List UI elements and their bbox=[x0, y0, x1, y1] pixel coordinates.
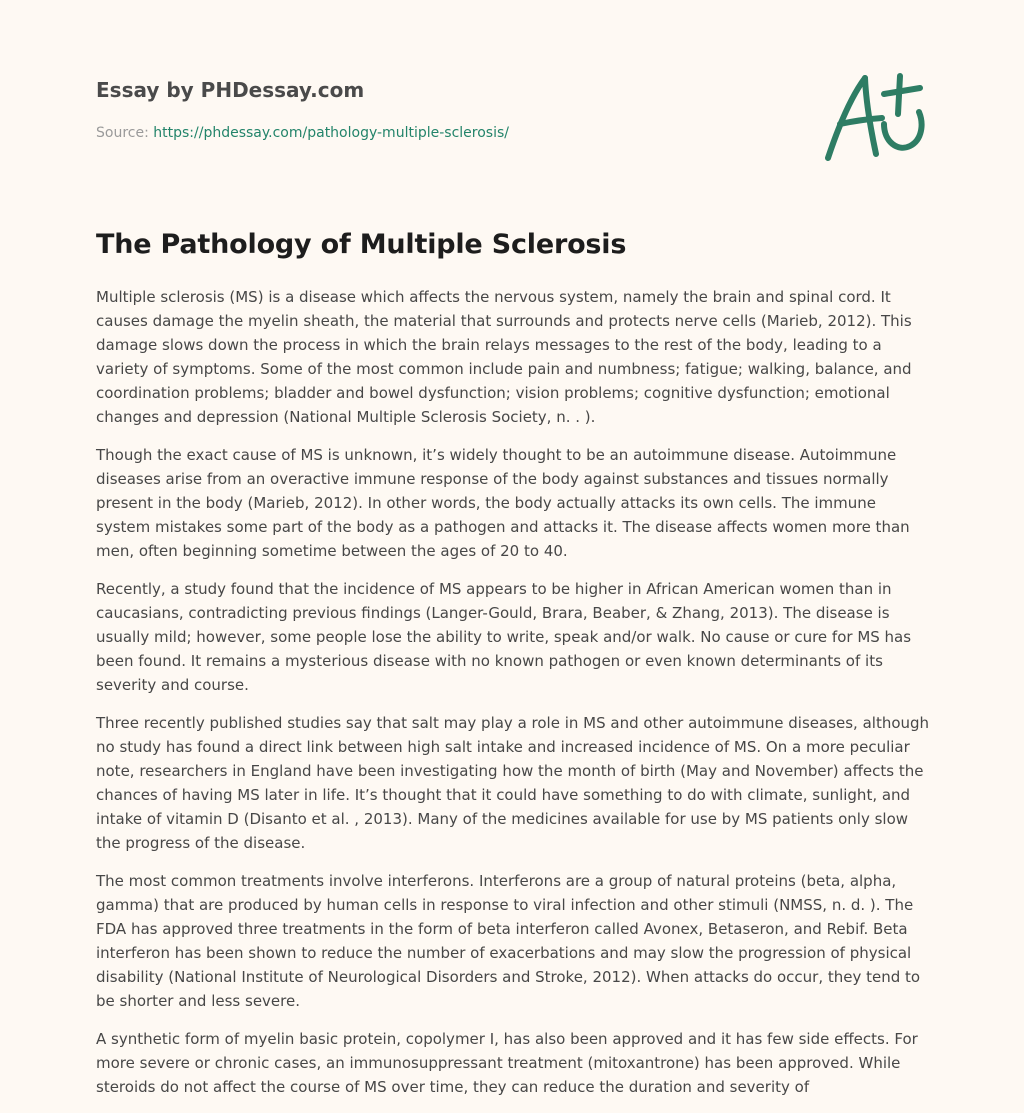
site-brand: Essay by PHDessay.com bbox=[96, 78, 365, 102]
a-plus-logo-icon bbox=[818, 66, 930, 166]
essay-paragraph: Multiple sclerosis (MS) is a disease which affects the nervous system, namely the brain and spinal cord. It causes damage the myelin sheath, the material that surrounds and protects nerve cells (Marieb, 2012). This damage slows down the process in which the brain relays messages to the rest of the body, leading to a variety of symptoms. Some of the most common include pain and numbness; fatigue; walking, balance, and coordination problems; bladder and bowel dysfunction; vision problems; cognitive dysfunction; emotional changes and depression (National Multiple Sclerosis Society, n. . ). bbox=[96, 288, 912, 426]
essay-paragraph: A synthetic form of myelin basic protein, copolymer I, has also been approved and it has few side effects. For more severe or chronic cases, an immunosuppressant treatment (mitoxantrone) has been approved. While steroids do not affect the course of MS over time, they can reduce the duration and severity of bbox=[96, 1030, 918, 1096]
essay-title: The Pathology of Multiple Sclerosis bbox=[96, 229, 627, 260]
essay-paragraph: Recently, a study found that the incidence of MS appears to be higher in African American women than in caucasians, contradicting previous findings (Langer-Gould, Brara, Beaber, & Zhang, 2013). The disease is usually mild; however, some people lose the ability to write, speak and/or walk. No cause or cure for MS has been found. It remains a mysterious disease with no known pathogen or even known determinants of its severity and course. bbox=[96, 580, 912, 694]
essay-paragraph: Three recently published studies say that salt may play a role in MS and other autoimmune diseases, although no study has found a direct link between high salt intake and increased incidence of MS. On a more peculiar note, researchers in England have been investigating how the month of birth (May and November) affects the chances of having MS later in life. It’s thought that it could have something to do with climate, sunlight, and intake of vitamin D (Disanto et al. , 2013). Many of the medicines available for use by MS patients only slow the progress of the disease. bbox=[96, 714, 930, 852]
source-link[interactable]: https://phdessay.com/pathology-multiple-sclerosis/ bbox=[153, 125, 509, 141]
essay-paragraph: The most common treatments involve interferons. Interferons are a group of natural proteins (beta, alpha, gamma) that are produced by human cells in response to viral infection and other stimuli (NMSS, n. d. ). The FDA has approved three treatments in the form of beta interferon called Avonex, Betaseron, and Rebif. Beta interferon has been shown to reduce the number of exacerbations and may slow the progression of physical disability (National Institute of Neurological Disorders and Stroke, 2012). When attacks do occur, they tend to be shorter and less severe. bbox=[96, 872, 921, 1010]
source-label: Source: bbox=[96, 125, 149, 141]
essay-paragraph: Though the exact cause of MS is unknown, it’s widely thought to be an autoimmune disease. Autoimmune diseases arise from an overactive immune response of the body against substances and tissues normally present in the body (Marieb, 2012). In other words, the body actually attacks its own cells. The immune system mistakes some part of the body as a pathogen and attacks it. The disease affects women more than men, often beginning sometime between the ages of 20 to 40. bbox=[96, 446, 910, 560]
source-line bbox=[96, 123, 509, 143]
essay-body bbox=[96, 285, 932, 1113]
